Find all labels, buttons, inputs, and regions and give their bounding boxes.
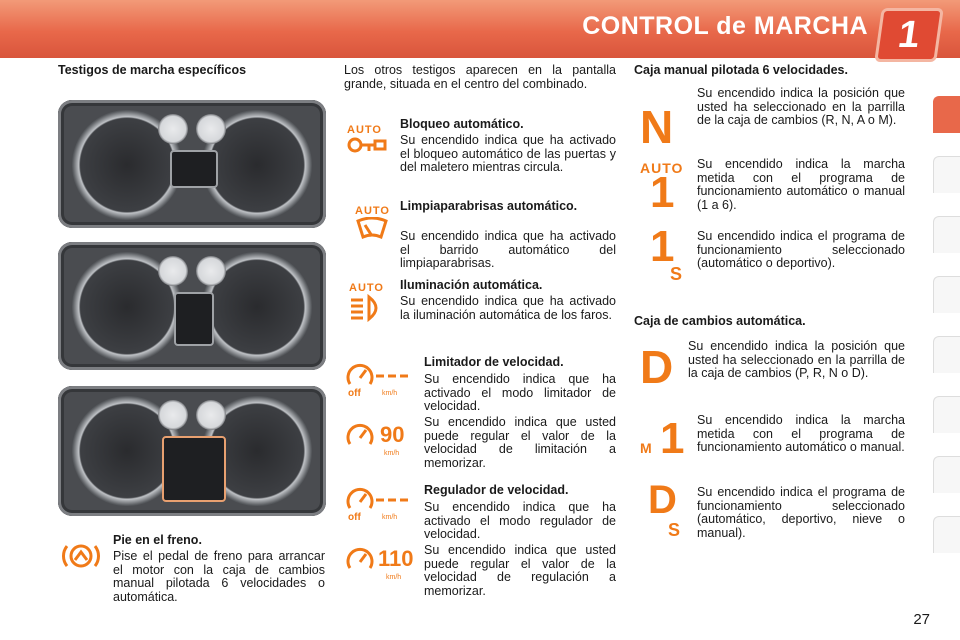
lights-text: Su encendido indica que ha activado la iluminación automática de los faros. xyxy=(400,294,616,322)
temperature-gauge xyxy=(196,400,226,430)
speedometer-dashes-icon xyxy=(346,486,410,514)
instrument-cluster-image-2 xyxy=(58,242,326,370)
manual-m-indicator: M xyxy=(640,440,652,456)
unit-label: km/h xyxy=(382,390,398,397)
speed-value: 90 xyxy=(380,422,405,447)
chapter-tab-2[interactable] xyxy=(933,156,960,193)
speedometer-icon xyxy=(346,546,376,574)
unit-label: km/h xyxy=(386,574,402,581)
off-label: off xyxy=(348,512,361,523)
chapter-badge: 1 xyxy=(874,8,944,62)
fuel-gauge xyxy=(158,400,188,430)
gear-d-text: Su encendido indica la posición que usted ha seleccionado en la parrilla de la caja de cambios (P, R, N o D). xyxy=(688,339,905,380)
foot-on-brake-icon xyxy=(60,540,102,572)
auto-wiper-icon-label: AUTO xyxy=(355,205,390,217)
speed-value: 110 xyxy=(378,546,414,571)
instrument-cluster-image-3 xyxy=(58,386,326,516)
auto-lock-icon-label: AUTO xyxy=(347,124,382,136)
speed-limiter-value-icon xyxy=(346,422,410,462)
sport-gear-1-indicator: 1 xyxy=(650,222,675,271)
temperature-gauge xyxy=(196,114,226,144)
unit-label: km/h xyxy=(382,514,398,521)
headlamp-icon xyxy=(349,294,385,322)
cruise-control-value-icon xyxy=(346,546,416,586)
wipers-text: Su encendido indica que ha activado el barrido automático del limpiaparabrisas. xyxy=(400,229,616,270)
windscreen-wiper-icon xyxy=(355,217,389,241)
program-text: Su encendido indica el programa de funcionamiento seleccionado (automático, deportivo, nieve o manual). xyxy=(697,485,905,540)
limiter-title: Limitador de velocidad. xyxy=(424,355,564,369)
program-d-indicator: D xyxy=(648,478,677,522)
chapter-tab-8[interactable] xyxy=(933,516,960,553)
left-heading: Testigos de marcha específicos xyxy=(58,63,247,77)
cruise-title: Regulador de velocidad. xyxy=(424,483,569,497)
gear-d-indicator: D xyxy=(640,341,674,393)
brake-text: Pise el pedal de freno para arrancar el motor con la caja de cambios manual pilotada 6 velocidades o automática. xyxy=(113,549,325,604)
chapter-tab-6[interactable] xyxy=(933,396,960,433)
wipers-title: Limpiaparabrisas automático. xyxy=(400,199,578,213)
auto-gear-label: AUTO xyxy=(640,160,684,176)
center-display xyxy=(170,150,218,188)
chapter-tab-4[interactable] xyxy=(933,276,960,313)
auto-lighting-icon-label: AUTO xyxy=(349,282,384,294)
center-display xyxy=(174,292,214,346)
lock-text: Su encendido indica que ha activado el bloqueo automático de las puertas y del maletero mientras circula. xyxy=(400,133,616,174)
program-s-indicator: S xyxy=(668,520,681,540)
gear-n-indicator: N xyxy=(640,101,674,153)
manual-gear-1-indicator: 1 xyxy=(660,414,685,463)
cruise-text-1: Su encendido indica que ha activado el modo regulador de velocidad. xyxy=(424,500,616,541)
lock-title: Bloqueo automático. xyxy=(400,117,524,131)
middle-intro: Los otros testigos aparecen en la pantalla grande, situada en el centro del combinado. xyxy=(344,63,616,91)
fuel-gauge xyxy=(158,256,188,286)
sport-s-indicator: S xyxy=(670,264,683,284)
speed-limiter-off-icon xyxy=(346,362,410,402)
auto-lighting-icon xyxy=(349,282,393,327)
center-display xyxy=(162,436,226,502)
chapter-tab-1[interactable] xyxy=(933,96,960,133)
fuel-gauge xyxy=(158,114,188,144)
key-icon xyxy=(347,136,387,154)
speedometer-icon xyxy=(346,422,376,450)
unit-label: km/h xyxy=(384,450,400,457)
chapter-tab-3[interactable] xyxy=(933,216,960,253)
manual-gearbox-heading: Caja manual pilotada 6 velocidades. xyxy=(634,63,848,77)
cruise-text-2: Su encendido indica que usted puede regular el valor de la velocidad de regulación a memorizar. xyxy=(424,543,616,598)
chapter-tab-7[interactable] xyxy=(933,456,960,493)
off-label: off xyxy=(348,388,361,399)
chapter-tab-5[interactable] xyxy=(933,336,960,373)
auto-gear-1-indicator: 1 xyxy=(650,168,675,217)
automatic-gearbox-heading: Caja de cambios automática. xyxy=(634,314,806,328)
lights-title: Iluminación automática. xyxy=(400,278,543,292)
auto-lock-icon xyxy=(347,124,391,159)
speedometer-dashes-icon xyxy=(346,362,410,390)
manual-gear-text: Su encendido indica la marcha metida con el programa de funcionamiento automático o manual. xyxy=(697,413,905,454)
limiter-text-1: Su encendido indica que ha activado el modo limitador de velocidad. xyxy=(424,372,616,413)
cruise-control-off-icon xyxy=(346,486,410,526)
gear-n-text: Su encendido indica la posición que usted ha seleccionado en la parrilla de la caja de cambios (R, N, A o M). xyxy=(697,86,905,127)
chapter-tabs xyxy=(930,66,960,576)
brake-title: Pie en el freno. xyxy=(113,533,202,547)
temperature-gauge xyxy=(196,256,226,286)
limiter-text-2: Su encendido indica que usted puede regular el valor de la velocidad de limitación a memorizar. xyxy=(424,415,616,470)
auto-gear-text: Su encendido indica la marcha metida con el programa de funcionamiento automático o manual (1 a 6). xyxy=(697,157,905,212)
sport-program-text: Su encendido indica el programa de funcionamiento seleccionado (automático o deportivo). xyxy=(697,229,905,270)
page-title: CONTROL de MARCHA xyxy=(582,12,868,40)
instrument-cluster-image-1 xyxy=(58,100,326,228)
auto-wiper-icon xyxy=(355,205,395,246)
page-number: 27 xyxy=(913,611,930,628)
